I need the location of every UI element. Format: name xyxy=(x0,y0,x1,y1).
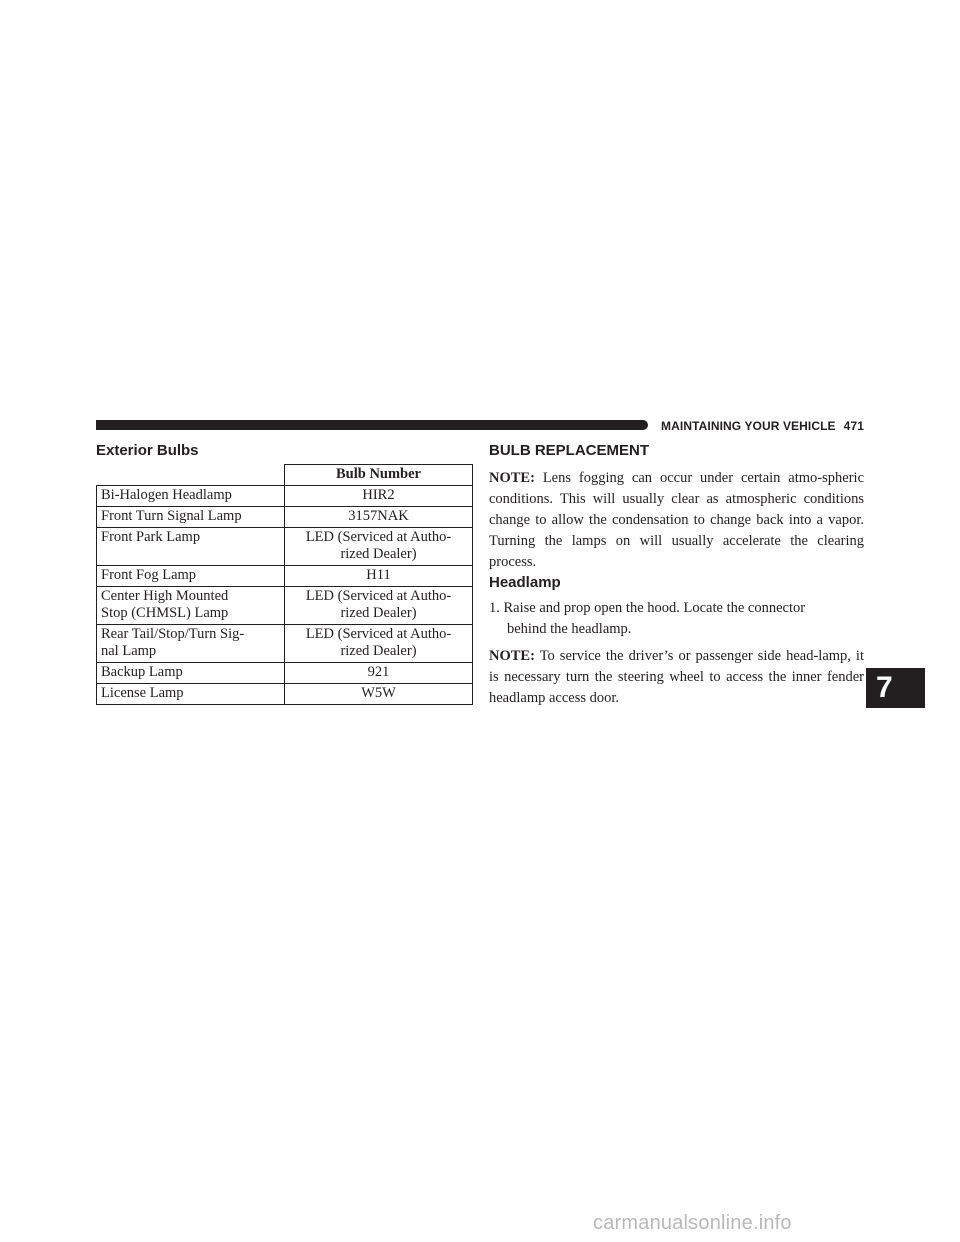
table-row xyxy=(97,507,473,528)
running-header xyxy=(660,416,864,436)
step-text-line1: Raise and prop open the hood. Locate the connector xyxy=(503,600,806,616)
header-rule xyxy=(96,420,648,430)
lamp-name: Bi-Halogen Headlamp xyxy=(97,486,285,507)
table-header-empty-cell xyxy=(97,465,285,486)
bulb-number: W5W xyxy=(285,684,473,705)
section-title: MAINTAINING YOUR VEHICLE xyxy=(661,419,836,433)
lamp-name: License Lamp xyxy=(97,684,285,705)
lamp-name: Front Fog Lamp xyxy=(97,566,285,587)
note-label: NOTE: xyxy=(489,648,535,664)
bulb-number: H11 xyxy=(285,566,473,587)
table-row xyxy=(97,684,473,705)
bulb-number-line1: LED (Serviced at Autho- xyxy=(305,588,452,604)
page-number: 471 xyxy=(843,419,864,433)
note-paragraph xyxy=(489,468,864,573)
bulb-number-line1: LED (Serviced at Autho- xyxy=(305,529,452,545)
step-paragraph xyxy=(489,598,864,640)
exterior-bulbs-heading: Exterior Bulbs xyxy=(96,442,199,459)
table-row xyxy=(97,663,473,684)
table-header-row xyxy=(97,465,473,486)
table-row xyxy=(97,587,473,625)
headlamp-heading: Headlamp xyxy=(489,574,561,591)
note-text: To service the driver’s or passenger side head-lamp, it is necessary turn the steering wheel to access the inner fender headlamp access door. xyxy=(489,648,864,706)
step-text-line2: behind the headlamp. xyxy=(507,621,632,637)
lamp-name xyxy=(97,587,285,625)
bulb-number-line2: rized Dealer) xyxy=(340,643,417,659)
table-row xyxy=(97,486,473,507)
lamp-name xyxy=(97,625,285,663)
bulb-number-line2: rized Dealer) xyxy=(340,546,417,562)
bulb-number xyxy=(285,625,473,663)
table-row xyxy=(97,528,473,566)
step-number: 1. xyxy=(489,600,500,616)
lamp-name-line2: nal Lamp xyxy=(101,643,157,659)
lamp-name-line2: Stop (CHMSL) Lamp xyxy=(101,605,229,621)
bulb-number: 921 xyxy=(285,663,473,684)
table-header-bulb-number: Bulb Number xyxy=(285,465,473,486)
note-label: NOTE: xyxy=(489,470,535,486)
lamp-name: Front Park Lamp xyxy=(97,528,285,566)
bulb-number: 3157NAK xyxy=(285,507,473,528)
bulb-replacement-heading: BULB REPLACEMENT xyxy=(489,442,649,459)
lamp-name: Front Turn Signal Lamp xyxy=(97,507,285,528)
bulb-number-line2: rized Dealer) xyxy=(340,605,417,621)
bulb-number xyxy=(285,587,473,625)
chapter-tab: 7 xyxy=(866,668,925,708)
table-row xyxy=(97,566,473,587)
exterior-bulbs-table xyxy=(96,464,473,705)
note-paragraph xyxy=(489,646,864,709)
lamp-name-line1: Center High Mounted xyxy=(101,588,229,604)
bulb-number: HIR2 xyxy=(285,486,473,507)
bulb-number-line1: LED (Serviced at Autho- xyxy=(305,626,452,642)
lamp-name: Backup Lamp xyxy=(97,663,285,684)
watermark: carmanualsonline.info xyxy=(593,1212,792,1234)
note-text: Lens fogging can occur under certain atmo-spheric conditions. This will usually clear as atmospheric conditions change to allow the condensation to change back into a vapor. Turning the lamps on will usually accelerate the clearing process. xyxy=(489,470,865,570)
lamp-name-line1: Rear Tail/Stop/Turn Sig- xyxy=(101,626,245,642)
table-row xyxy=(97,625,473,663)
bulb-number xyxy=(285,528,473,566)
